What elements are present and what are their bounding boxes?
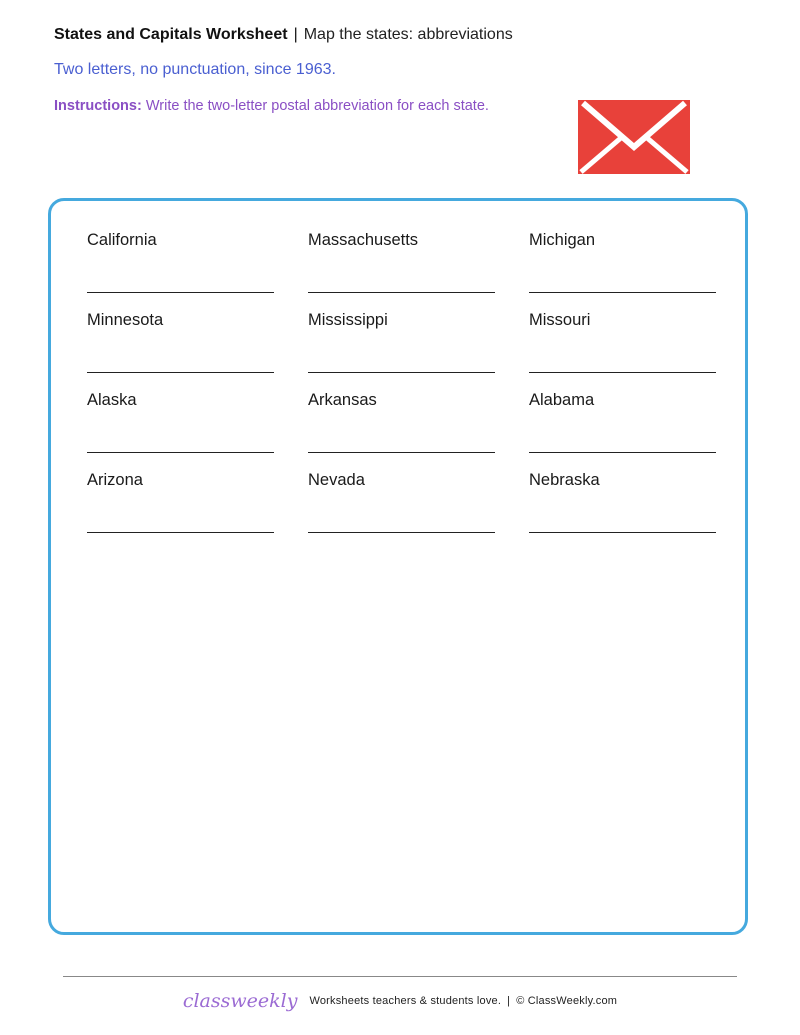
footer (0, 990, 800, 1012)
state-name: Minnesota (87, 311, 164, 329)
answer-line[interactable] (308, 452, 495, 453)
answer-line[interactable] (529, 532, 716, 533)
instructions-text: Write the two-letter postal abbreviation for each state. (145, 98, 489, 114)
brand-logo: classweekly (182, 990, 298, 1012)
state-name: Arkansas (308, 391, 377, 409)
tagline: Two letters, no punctuation, since 1963. (54, 61, 336, 78)
state-name: Alabama (529, 391, 595, 409)
answer-card (48, 198, 748, 935)
worksheet-title: States and Capitals Worksheet (54, 26, 288, 43)
state-item (87, 391, 274, 471)
footer-divider (63, 976, 737, 977)
state-name: California (87, 231, 157, 249)
state-name: Mississippi (308, 311, 388, 329)
worksheet-header (54, 26, 513, 44)
answer-line[interactable] (308, 372, 495, 373)
state-name: Missouri (529, 311, 591, 329)
state-name: Alaska (87, 391, 137, 409)
instructions-label: Instructions: (54, 98, 142, 114)
state-item (529, 471, 716, 551)
state-item (87, 311, 274, 391)
instructions (54, 98, 489, 114)
answer-line[interactable] (87, 372, 274, 373)
state-item (529, 311, 716, 391)
answer-line[interactable] (308, 532, 495, 533)
states-grid (87, 231, 716, 551)
state-name: Massachusetts (308, 231, 419, 249)
answer-line[interactable] (529, 292, 716, 293)
footer-copyright: © ClassWeekly.com (516, 995, 618, 1007)
answer-line[interactable] (308, 292, 495, 293)
header-separator: | (293, 26, 298, 43)
answer-line[interactable] (529, 452, 716, 453)
state-item (308, 231, 495, 311)
footer-separator: | (507, 995, 511, 1007)
state-item (87, 231, 274, 311)
answer-line[interactable] (87, 452, 274, 453)
envelope-icon (578, 100, 690, 174)
state-item (308, 311, 495, 391)
footer-tagline: Worksheets teachers & students love. (309, 995, 502, 1007)
state-name: Nevada (308, 471, 365, 489)
state-item (87, 471, 274, 551)
state-name: Nebraska (529, 471, 600, 489)
worksheet-subtitle: Map the states: abbreviations (303, 26, 513, 43)
footer-text (309, 995, 617, 1007)
state-item (308, 471, 495, 551)
answer-line[interactable] (87, 292, 274, 293)
state-item (529, 231, 716, 311)
state-item (529, 391, 716, 471)
state-name: Michigan (529, 231, 596, 249)
answer-line[interactable] (529, 372, 716, 373)
state-item (308, 391, 495, 471)
state-name: Arizona (87, 471, 143, 489)
answer-line[interactable] (87, 532, 274, 533)
